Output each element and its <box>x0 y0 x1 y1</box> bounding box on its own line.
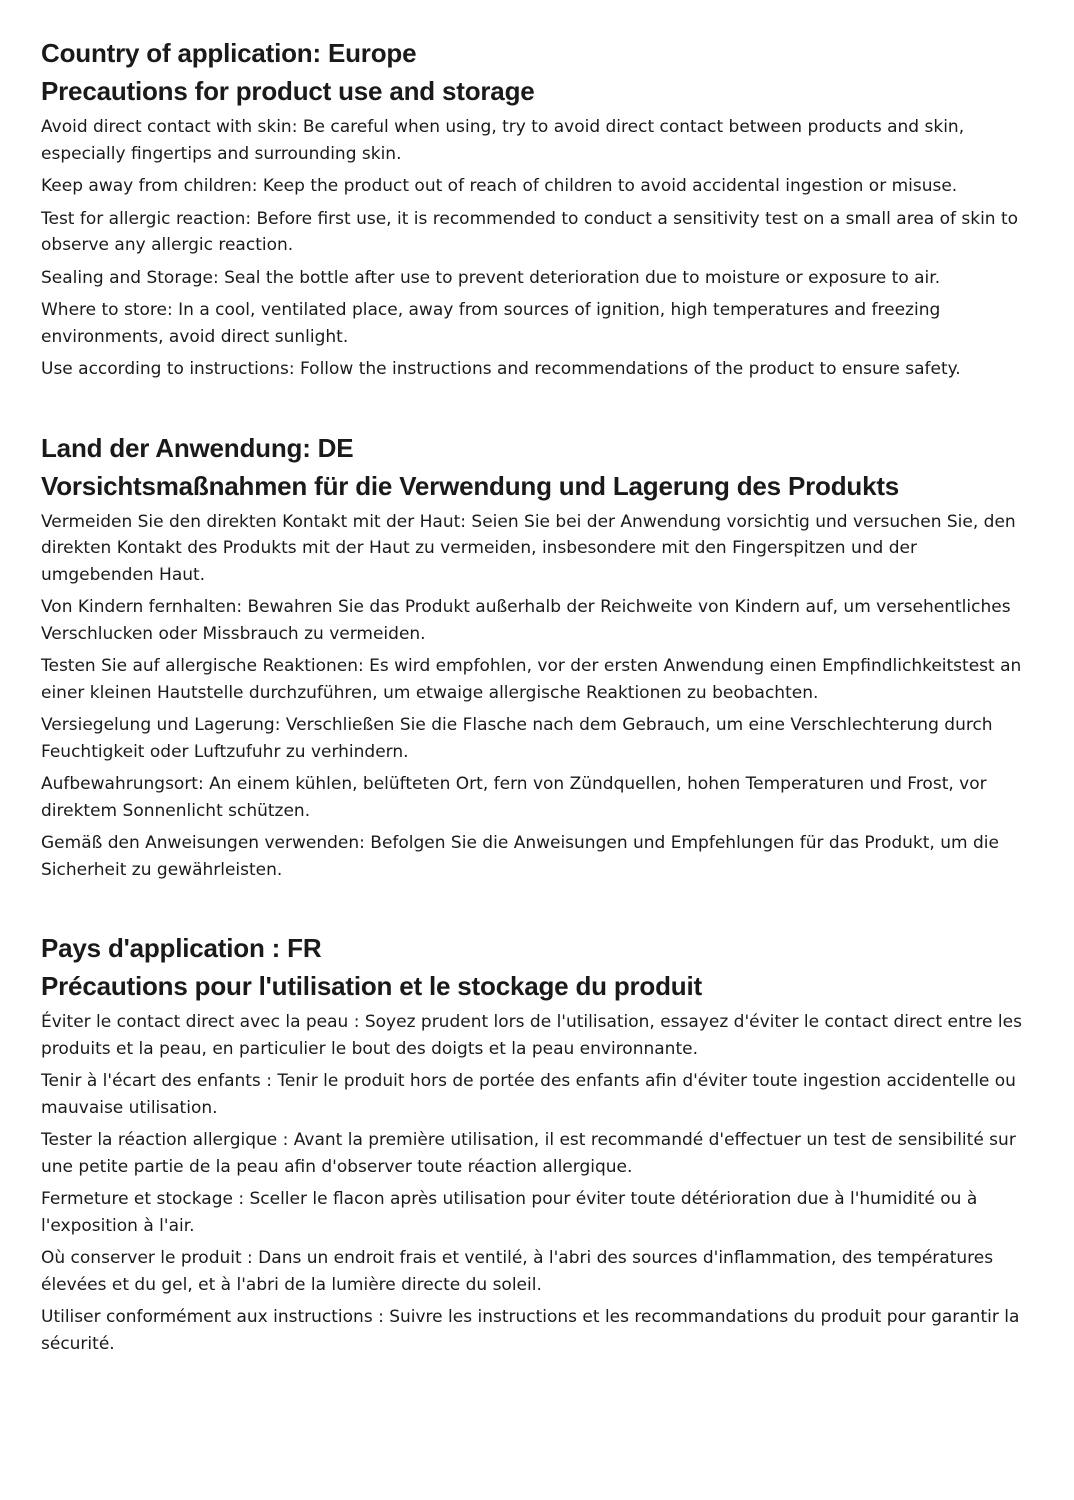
precaution-item: Utiliser conformément aux instructions : Suivre les instructions et les recommandations du produit pour garantir la sécurité. <box>41 1307 1020 1354</box>
country-of-application-heading: Country of application: Europe <box>41 38 417 68</box>
precautions-list <box>41 1009 1034 1357</box>
country-of-application-heading: Land der Anwendung: DE <box>41 432 354 463</box>
precaution-item: Where to store: In a cool, ventilated place, away from sources of ignition, high temperatures and freezing environments, avoid direct sunlight. <box>41 300 941 347</box>
precaution-item: Fermeture et stockage : Sceller le flacon après utilisation pour éviter toute détérioration due à l'humidité ou à l'exposition à l'air. <box>41 1189 978 1236</box>
section-de <box>41 429 1034 884</box>
precautions-list <box>41 509 1034 884</box>
precaution-item: Vermeiden Sie den direkten Kontakt mit der Haut: Seien Sie bei der Anwendung vorsichtig und versuchen Sie, den direkten Kontakt des Produkts mit der Haut zu vermeiden, insbesondere mit den Fingerspitzen und der umgebenden Haut. <box>41 511 1016 585</box>
precaution-item: Avoid direct contact with skin: Be careful when using, try to avoid direct contact between products and skin, especially fingertips and surrounding skin. <box>41 117 965 164</box>
precautions-heading: Vorsichtsmaßnahmen für die Verwendung und Lagerung des Produkts <box>41 470 900 501</box>
precaution-item: Test for allergic reaction: Before first use, it is recommended to conduct a sensitivity test on a small area of skin to observe any allergic reaction. <box>41 208 1019 255</box>
precaution-item: Versiegelung und Lagerung: Verschließen Sie die Flasche nach dem Gebrauch, um eine Verschlechterung durch Feuchtigkeit oder Luftzufuhr zu verhindern. <box>41 715 993 762</box>
section-fr <box>41 929 1034 1357</box>
precaution-item: Tester la réaction allergique : Avant la première utilisation, il est recommandé d'effectuer un test de sensibilité sur une petite partie de la peau afin d'observer toute réaction allergique. <box>41 1130 1016 1177</box>
precautions-list <box>41 114 1034 383</box>
precaution-item: Gemäß den Anweisungen verwenden: Befolgen Sie die Anweisungen und Empfehlungen für das Produkt, um die Sicherheit zu gewährleisten. <box>41 833 999 880</box>
precaution-item: Sealing and Storage: Seal the bottle after use to prevent deterioration due to moisture or exposure to air. <box>41 267 941 288</box>
precaution-item: Éviter le contact direct avec la peau : Soyez prudent lors de l'utilisation, essayez d'éviter le contact direct entre les produits et la peau, en particulier le bout des doigts et la peau environnante. <box>41 1012 1022 1059</box>
precaution-item: Keep away from children: Keep the product out of reach of children to avoid accidental ingestion or misuse. <box>41 176 958 196</box>
precautions-heading: Precautions for product use and storage <box>41 76 535 106</box>
precaution-item: Tenir à l'écart des enfants : Tenir le produit hors de portée des enfants afin d'éviter toute ingestion accidentelle ou mauvaise utilisation. <box>41 1071 1016 1118</box>
section-europe <box>41 34 1034 383</box>
precautions-heading: Précautions pour l'utilisation et le stockage du produit <box>41 971 702 1001</box>
precaution-item: Von Kindern fernhalten: Bewahren Sie das Produkt außerhalb der Reichweite von Kindern auf, um versehentliches Verschlucken oder Missbrauch zu vermeiden. <box>41 597 1011 644</box>
precaution-item: Aufbewahrungsort: An einem kühlen, belüfteten Ort, fern von Zündquellen, hohen Temperaturen und Frost, vor direktem Sonnenlicht schützen. <box>41 774 987 821</box>
precaution-item: Use according to instructions: Follow the instructions and recommendations of the product to ensure safety. <box>41 359 961 379</box>
precaution-item: Testen Sie auf allergische Reaktionen: Es wird empfohlen, vor der ersten Anwendung einen Empfindlichkeitstest an einer kleinen Hautstelle durchzuführen, um etwaige allergische Reaktionen zu beobachten. <box>41 656 1022 703</box>
country-of-application-heading: Pays d'application : FR <box>41 933 322 963</box>
precaution-item: Où conserver le produit : Dans un endroit frais et ventilé, à l'abri des sources d'inflammation, des températures élevées et du gel, et à l'abri de la lumière directe du soleil. <box>41 1248 994 1295</box>
